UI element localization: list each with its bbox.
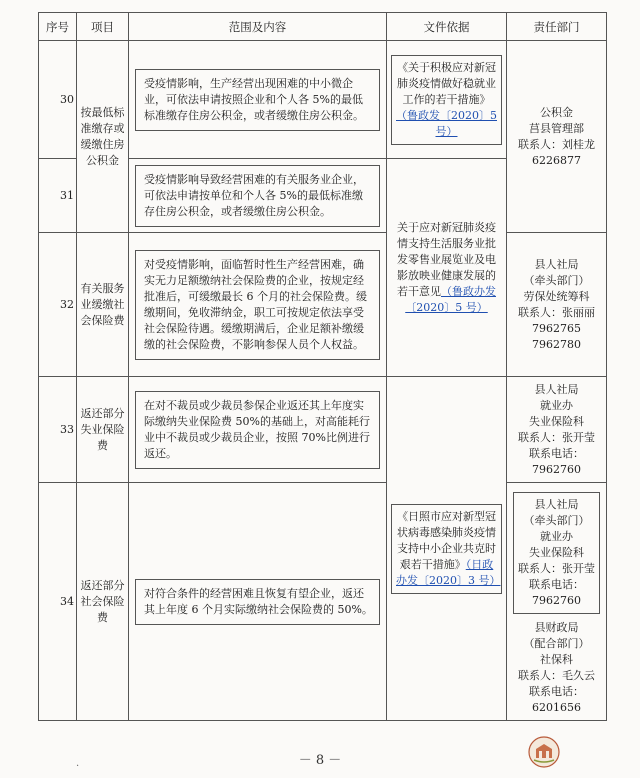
- table-row: [39, 41, 607, 159]
- basis-box: [387, 216, 506, 320]
- row-basis: [387, 41, 507, 159]
- dept-org: 县财政局: [534, 620, 579, 634]
- row-scope: [129, 41, 387, 159]
- dept-org: 公积金: [540, 105, 573, 119]
- dept-office: 劳保处统筹科: [523, 289, 590, 303]
- dept-office: 就业办: [540, 398, 573, 412]
- dept-contact: 联系人：张开莹: [518, 561, 595, 575]
- dept-org: 县人社局: [534, 497, 579, 511]
- dept-org2: 莒县管理部: [529, 121, 584, 135]
- dept-role: （配合部门）: [523, 636, 590, 650]
- header-scope: 范围及内容: [129, 13, 387, 41]
- row-item: [77, 41, 129, 233]
- scope-box: 对受疫情影响，面临暂时性生产经营困难，确实无力足额缴纳社会保险费的企业，按规定经批准后，可缓缴最长 6 个月的社会保险费。缓缴期间，免收滞纳金，职工可按规定依法享受社会保险待遇。缓缴期满后，企业足额补缴缓缴的社会保险费，不影响参保人员个人权益。: [135, 250, 380, 360]
- row-num: 32: [39, 233, 77, 377]
- dept-phone: 7962760: [532, 462, 581, 476]
- header-basis: 文件依据: [387, 13, 507, 41]
- header-item: 项目: [77, 13, 129, 41]
- dept-contact: 联系人：张丽丽: [518, 305, 595, 319]
- item-label: 按最低标准缴存或缓缴住房公积金: [80, 105, 125, 167]
- row-item: 返还部分失业保险费: [77, 377, 129, 483]
- row-dept: [507, 233, 607, 377]
- row-scope: [129, 377, 387, 483]
- row-dept: [507, 483, 607, 721]
- header-num: 序号: [39, 13, 77, 41]
- row-scope: [129, 159, 387, 233]
- dept-office: 就业办: [540, 529, 573, 543]
- scope-box: 对符合条件的经营困难且恢复有望企业，返还其上年度 6 个月实际缴纳社会保险费的 50%。: [135, 579, 380, 625]
- dept-contact: 联系人：毛久云: [518, 668, 595, 682]
- row-basis: [387, 377, 507, 721]
- watermark-logo-icon: [528, 736, 560, 768]
- dept-office2: 失业保险科: [529, 545, 584, 559]
- table-row: [39, 377, 607, 483]
- row-num: 33: [39, 377, 77, 483]
- row-item: 有关服务业缓缴社会保险费: [77, 233, 129, 377]
- dept-role: （牵头部门）: [523, 513, 590, 527]
- dept-office2: 失业保险科: [529, 414, 584, 428]
- basis-box: [391, 55, 502, 145]
- page-number: － 8 －: [298, 753, 342, 768]
- basis-title: 《日照市应对新型冠状病毒感染肺炎疫情支持中小企业共克时艰若干措施》: [397, 509, 496, 571]
- row-basis: [387, 159, 507, 377]
- dept-phone: 6226877: [532, 153, 581, 167]
- dept-phone: 7962780: [532, 337, 581, 351]
- table-row: [39, 483, 607, 721]
- policy-table: [38, 12, 607, 721]
- dept-tel-label: 联系电话：: [529, 684, 584, 698]
- row-dept: [507, 377, 607, 483]
- basis-title: 关于应对新冠肺炎疫情支持生活服务业批发零售业展览业及电影放映业健康发展的若干意见: [397, 220, 496, 298]
- dept-phone: 7962765: [532, 321, 581, 335]
- dept-tel-label: 联系电话：: [529, 577, 584, 591]
- dept-box-support: [507, 620, 606, 716]
- dept-contact: 联系人：刘桂龙: [518, 137, 595, 151]
- table-header-row: [39, 13, 607, 41]
- row-num: 30: [39, 41, 77, 159]
- scope-box: 受疫情影响导致经营困难的有关服务业企业，可依法申请按单位和个人各 5%的最低标准缴存住房公积金，或者缓缴住房公积金。: [135, 165, 380, 227]
- table-row: [39, 233, 607, 377]
- basis-title: 《关于积极应对新冠肺炎疫情做好稳就业工作的若干措施》: [397, 60, 496, 106]
- dept-role: （牵头部门）: [523, 273, 590, 287]
- dept-tel-label: 联系电话：: [529, 446, 584, 460]
- dept-org: 县人社局: [534, 382, 579, 396]
- basis-box: [391, 504, 502, 594]
- corner-mark: .: [76, 758, 80, 769]
- basis-link[interactable]: （日政办发〔2020〕3 号）: [396, 557, 501, 587]
- row-item: 返还部分社会保险费: [77, 483, 129, 721]
- dept-contact: 联系人：张开莹: [518, 430, 595, 444]
- dept-box-lead: [513, 492, 600, 614]
- row-num: 31: [39, 159, 77, 233]
- row-scope: [129, 233, 387, 377]
- basis-link[interactable]: （鲁政办发〔2020〕5 号）: [405, 284, 496, 314]
- scope-box: 在对不裁员或少裁员参保企业返还其上年度实际缴纳失业保险费 50%的基础上，对高能耗行业中不裁员或少裁员企业，按照 70%比例进行返还。: [135, 391, 380, 469]
- dept-office: 社保科: [540, 652, 573, 666]
- dept-phone: 7962760: [532, 593, 581, 607]
- header-dept: 责任部门: [507, 13, 607, 41]
- basis-link[interactable]: （鲁政发〔2020〕5 号）: [396, 108, 497, 138]
- row-num: 34: [39, 483, 77, 721]
- row-scope: [129, 483, 387, 721]
- dept-phone: 6201656: [532, 700, 581, 714]
- scope-box: 受疫情影响，生产经营出现困难的中小微企业，可依法申请按照企业和个人各 5%的最低标准缴存住房公积金，或者缓缴住房公积金。: [135, 69, 380, 131]
- row-dept: [507, 41, 607, 233]
- dept-org: 县人社局: [534, 257, 579, 271]
